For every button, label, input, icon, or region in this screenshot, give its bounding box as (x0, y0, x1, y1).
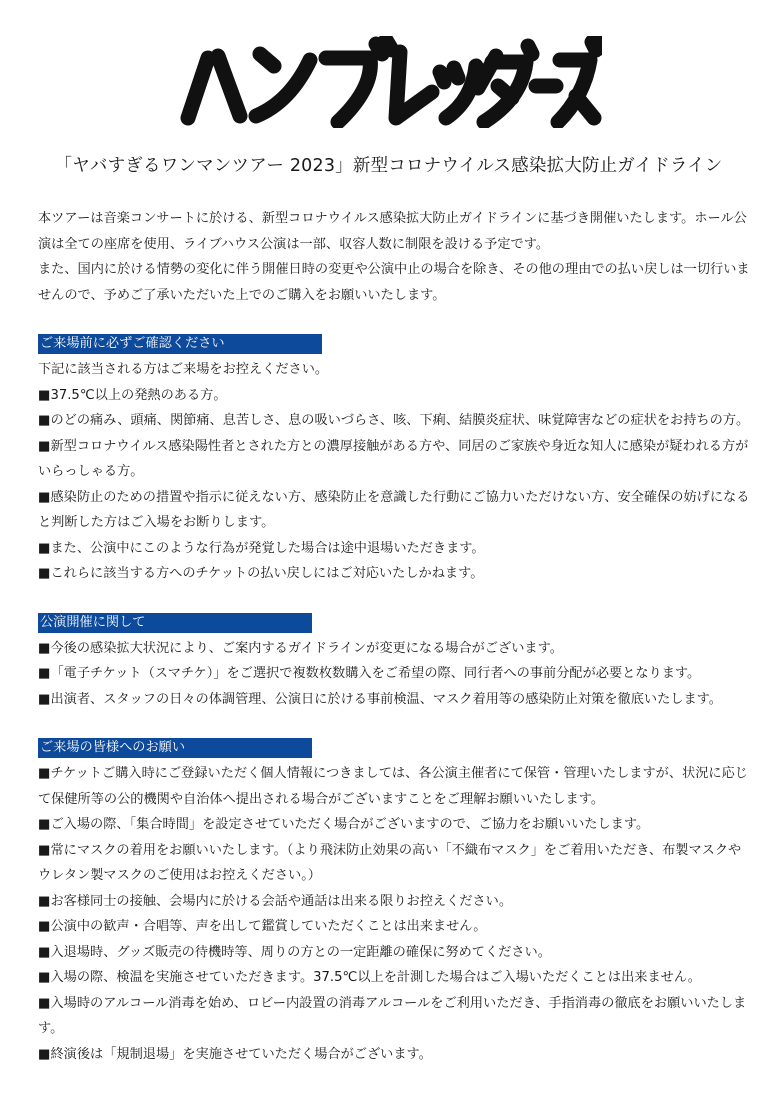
section-header: ご来場の皆様へのお願い (38, 738, 312, 758)
list-item: ■終演後は「規制退場」を実施させていただく場合がございます。 (38, 1046, 432, 1062)
list-item: ■また、公演中にこのような行為が発覚した場合は途中退場いただきます。 (38, 540, 485, 556)
band-logo (178, 36, 602, 128)
section-list (38, 357, 750, 587)
list-item: ■チケットご購入時にご登録いただく個人情報につきましては、各公演主催者にて保管・管理いたしますが、状況に応じて保健所等の公的機関や自治体へ提出される場合がございますことをご理解お願いいたします。 (38, 766, 748, 807)
list-item: ■入場時のアルコール消毒を始め、ロビー内設置の消毒アルコールをご利用いただき、手指消毒の徹底をお願いいたします。 (38, 995, 747, 1036)
list-item: ■今後の感染拡大状況により、ご案内するガイドラインが変更になる場合がございます。 (38, 640, 563, 656)
intro-paragraph: 本ツアーは音楽コンサートに於ける、新型コロナウイルス感染拡大防止ガイドラインに基づき開催いたします。ホール公演は全ての座席を使用、ライブハウス公演は一部、収容人数に制限を設ける予定です。 (38, 211, 747, 252)
guideline-content (38, 206, 750, 1067)
list-item: ■新型コロナウイルス感染陽性者とされた方との濃厚接触がある方や、同居のご家族や身近な知人に感染が疑われる方がいらっしゃる方。 (38, 438, 749, 479)
list-item: ■お客様同士の接触、会場内に於ける会話や通話は出来る限りお控えください。 (38, 893, 513, 909)
list-item: ■これらに該当する方へのチケットの払い戻しにはご対応いたしかねます。 (38, 566, 484, 581)
section-requests (38, 738, 750, 1067)
list-item: ■感染防止のための措置や指示に従えない方、感染防止を意識した行動にご協力いただけない方、安全確保の妨げになると判断した方はご入場をお断りします。 (38, 489, 750, 530)
list-item: ■公演中の歓声・合唱等、声を出して鑑賞していただくことは出来ません。 (38, 919, 487, 934)
section-header: ご来場前に必ずご確認ください (38, 334, 322, 354)
section-list (38, 761, 750, 1067)
list-item: ■ご入場の際、「集合時間」を設定させていただく場合がございますので、ご協力をお願いいたします。 (38, 817, 650, 832)
list-item: ■入場の際、検温を実施させていただきます。37.5℃以上を計測した場合はご入場いただくことは出来ません。 (38, 970, 701, 985)
list-item: 下記に該当される方はご来場をお控えください。 (38, 362, 329, 377)
section-performance (38, 613, 750, 713)
list-item: ■「電子チケット（スマチケ）」をご選択で複数枚数購入をご希望の際、同行者への事前分配が必要となります。 (38, 666, 701, 681)
section-list (38, 636, 750, 713)
intro-paragraph: また、国内に於ける情勢の変化に伴う開催日時の変更や公演中止の場合を除き、その他の理由での払い戻しは一切行いませんので、予めご了承いただいた上でのご購入をお願いいたします。 (38, 262, 750, 303)
page-title: 「ヤバすぎるワンマンツアー 2023」新型コロナウイルス感染拡大防止ガイドライン (54, 156, 723, 176)
section-before-visit (38, 334, 750, 587)
intro-text (38, 206, 750, 308)
list-item: ■入退場時、グッズ販売の待機時等、周りの方との一定距離の確保に努めてください。 (38, 944, 551, 960)
list-item: ■常にマスクの着用をお願いいたします。（より飛沫防止効果の高い「不織布マスク」をご着用いただき、布製マスクやウレタン製マスクのご使用はお控えください。） (38, 842, 742, 883)
list-item: ■のどの痛み、頭痛、関節痛、息苦しさ、息の吸いづらさ、咳、下痢、結膜炎症状、味覚障害などの症状をお持ちの方。 (38, 413, 750, 428)
list-item: ■出演者、スタッフの日々の体調管理、公演日に於ける事前検温、マスク着用等の感染防止対策を徹底いたします。 (38, 691, 722, 707)
band-logo-image (178, 36, 602, 128)
list-item: ■37.5℃以上の発熱のある方。 (38, 387, 227, 403)
section-header: 公演開催に関して (38, 613, 312, 633)
